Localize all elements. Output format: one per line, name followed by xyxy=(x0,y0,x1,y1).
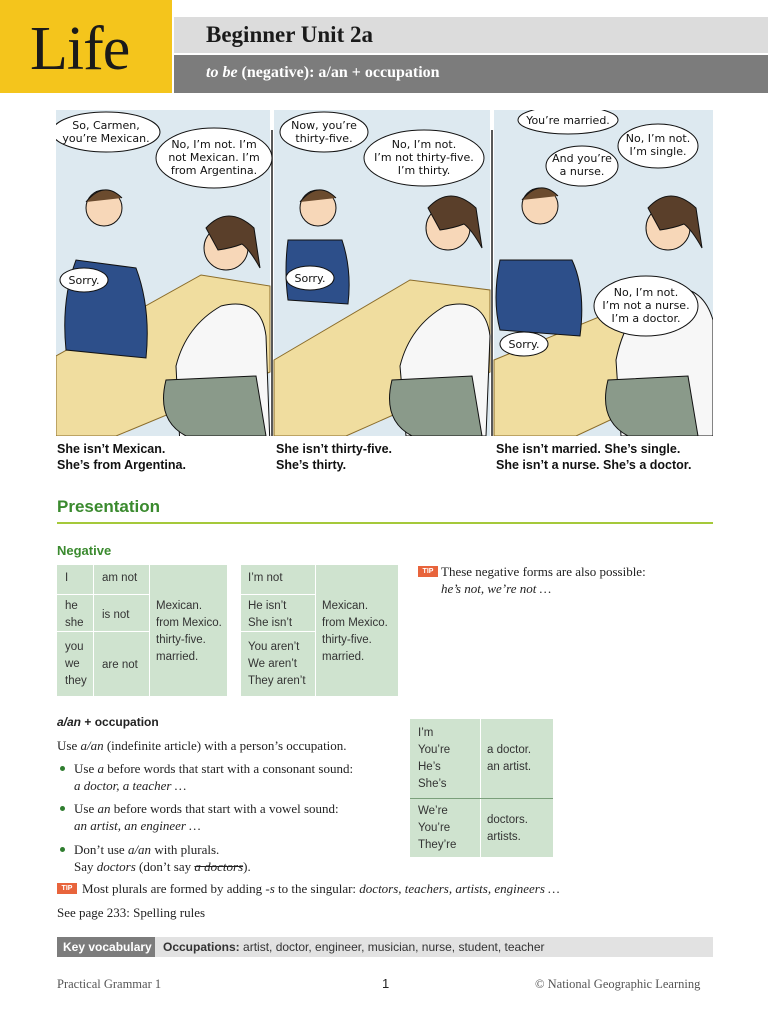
logo-text: Life xyxy=(30,15,130,83)
bubble-1b-line3: from Argentina. xyxy=(170,164,258,177)
bubble-2b-line2: I’m not thirty-five. xyxy=(374,151,474,164)
bubble-2b-line3: I’m thirty. xyxy=(397,164,451,177)
unit-title: Beginner Unit 2a xyxy=(206,22,373,47)
bubble-3d-line1: No, I’m not. xyxy=(613,286,679,299)
caption-1: She isn’t Mexican. She’s from Argentina. xyxy=(57,442,186,472)
unit-title-bar xyxy=(174,17,768,53)
footer-book-title: Practical Grammar 1 xyxy=(57,977,162,991)
t3-singular-complements: a doctor. an artist. xyxy=(487,744,532,773)
t3-plural-subjects: We’re You’re They’re xyxy=(418,805,457,851)
sorry-1: Sorry. xyxy=(68,274,100,287)
caption-2: She isn’t thirty-five. She’s thirty. xyxy=(276,442,392,472)
t1-subject-i: I xyxy=(65,572,69,584)
bullet-1 xyxy=(60,766,65,771)
page-number: 1 xyxy=(382,976,390,991)
occupation-table xyxy=(410,719,553,857)
bubble-3d-line2: I’m not a nurse. xyxy=(602,299,690,312)
bullet-1-text: Use a before words that start with a consonant sound: a doctor, a teacher … xyxy=(74,761,354,793)
presentation-divider xyxy=(57,522,713,524)
bubble-3b-line1: And you’re xyxy=(552,152,612,165)
bubble-3b-line2: a nurse. xyxy=(559,165,605,178)
t2-complements: Mexican. from Mexico. thirty-five. married. xyxy=(322,600,388,663)
bubble-3c-line2: I’m single. xyxy=(629,145,687,158)
bubble-3c-line1: No, I’m not. xyxy=(625,132,691,145)
bullet-2 xyxy=(60,806,65,811)
bullet-3-text: Don’t use a/an with plurals. Say doctors (don’t say a doctors). xyxy=(74,842,251,874)
sorry-3: Sorry. xyxy=(508,338,540,351)
bubble-2a-line1: Now, you’re xyxy=(291,119,357,132)
negative-heading: Negative xyxy=(57,543,112,558)
bubble-1a-line1: So, Carmen, xyxy=(72,119,140,132)
tip-1-text: These negative forms are also possible: he’s not, we’re not … xyxy=(441,564,646,596)
caption-3: She isn’t married. She’s single. She isn’t a nurse. She’s a doctor. xyxy=(496,442,692,472)
t2-he-she-isnt: He isn’t She isn’t xyxy=(248,600,293,629)
tip-badge-2: TIP xyxy=(57,883,77,894)
bubble-2b-line1: No, I’m not. xyxy=(391,138,457,151)
bubble-1a-line2: you’re Mexican. xyxy=(62,132,150,145)
bubble-1b-line2: not Mexican. I’m xyxy=(168,151,260,164)
t2-im-not: I’m not xyxy=(248,572,283,584)
key-vocabulary-bar xyxy=(57,937,713,957)
t3-singular-subjects: I’m You’re He’s She’s xyxy=(418,727,451,790)
key-vocabulary-text: Occupations: artist, doctor, engineer, musician, nurse, student, teacher xyxy=(163,940,545,954)
footer-copyright: © National Geographic Learning xyxy=(535,977,701,991)
negative-table-full xyxy=(57,565,227,696)
negative-table-contracted xyxy=(241,565,398,696)
t3-plural-complements: doctors. artists. xyxy=(487,814,528,843)
see-page-link: See page 233: Spelling rules xyxy=(57,905,206,920)
use-aan-line: Use a/an (indefinite article) with a person’s occupation. xyxy=(57,738,347,753)
tip-badge-1: TIP xyxy=(418,566,438,577)
bullet-3 xyxy=(60,847,65,852)
tip-2-text: Most plurals are formed by adding -s to the singular: doctors, teachers, artists, engineers … xyxy=(82,881,560,896)
sorry-2: Sorry. xyxy=(294,272,326,285)
t1-verb-is-not: is not xyxy=(102,609,130,621)
bubble-2a-line2: thirty-five. xyxy=(295,132,353,145)
subtitle-bar xyxy=(174,55,768,93)
t2-plural-arent: You aren’t We aren’t They aren’t xyxy=(248,641,306,687)
presentation-heading: Presentation xyxy=(57,497,160,516)
t1-verb-am-not: am not xyxy=(102,572,138,584)
bubble-3d-line3: I’m a doctor. xyxy=(611,312,681,325)
key-vocabulary-label: Key vocabulary xyxy=(57,937,155,957)
t1-subject-he-she: he she xyxy=(65,600,84,629)
t1-subject-you-we-they: you we they xyxy=(65,641,87,687)
bubble-1b-line1: No, I’m not. I’m xyxy=(171,138,257,151)
unit-subtitle: to be (negative): a/an + occupation xyxy=(206,64,440,81)
t1-complements: Mexican. from Mexico. thirty-five. married. xyxy=(156,600,222,663)
bullet-2-text: Use an before words that start with a vowel sound: an artist, an engineer … xyxy=(74,801,339,833)
life-logo xyxy=(0,0,172,93)
bubble-3a: You’re married. xyxy=(526,114,610,127)
t1-verb-are-not: are not xyxy=(102,659,138,671)
aan-heading: a/an + occupation xyxy=(57,715,159,729)
cartoon-illustration xyxy=(56,110,713,436)
